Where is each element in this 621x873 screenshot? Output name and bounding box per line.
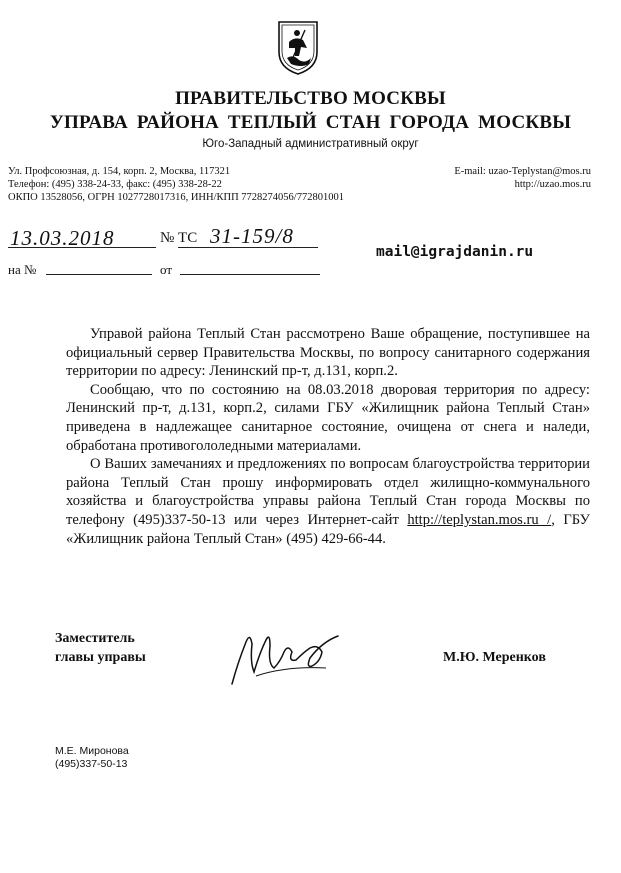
reference-number-label: на № <box>8 262 37 277</box>
letter-body <box>66 325 590 548</box>
document-number: 31-159/8 <box>210 224 294 248</box>
paragraph-3-tail: , ГБУ «Жилищник района Теплый Стан» (495) 429-66-44. <box>66 511 590 547</box>
paragraph-3 <box>66 455 590 548</box>
executor-info <box>55 745 129 771</box>
reference-date-line <box>180 274 320 275</box>
date-underline <box>8 247 156 248</box>
paragraph-2: Сообщаю, что по состоянию на 08.03.2018 дворовая территория по адресу: Ленинский пр-т, д.131, корп.2, силами ГБУ «Жилищник района Теплый Стан» приведена в надлежащее санитарное состояние, очищена от снега и наледи, обработана противогололедными материалами. <box>66 381 590 454</box>
registration-codes: ОКПО 13528056, ОГРН 1027728017316, ИНН/КПП 7728274056/772801001 <box>8 192 344 203</box>
address-text: Ул. Профсоюзная, д. 154, корп. 2, Москва, 117321 <box>8 166 231 177</box>
recipient-email: mail@igrajdanin.ru <box>376 244 534 260</box>
reference-date-label: от <box>160 262 173 277</box>
department-title: УПРАВА РАЙОНА ТЕПЛЫЙ СТАН ГОРОДА МОСКВЫ <box>49 112 572 133</box>
teplystan-site-link[interactable]: http://teplystan.mos.ru / <box>407 511 552 528</box>
district-subtitle: Юго-Западный административный округ <box>202 138 419 150</box>
reference-number-line <box>46 274 152 275</box>
signer-position-line2: главы управы <box>55 650 146 665</box>
paragraph-1: Управой района Теплый Стан рассмотрено Ваше обращение, поступившее на официальный сервер Правительства Москвы, по вопросу санитарного содержания территории по адресу: Ленинский пр-т, д.131, корп.2. <box>66 326 590 380</box>
document-date: 13.03.2018 <box>10 226 115 250</box>
number-underline <box>178 247 318 248</box>
moscow-coat-of-arms-icon <box>275 18 321 76</box>
executor-phone: (495)337-50-13 <box>55 758 128 770</box>
contact-website: http://uzao.mos.ru <box>514 179 591 190</box>
handwritten-signature-icon <box>226 622 346 692</box>
organization-title: ПРАВИТЕЛЬСТВО МОСКВЫ <box>175 88 446 109</box>
document-number-label: № ТС <box>160 230 198 246</box>
signer-position <box>55 629 146 667</box>
signer-name: М.Ю. Меренков <box>443 650 546 665</box>
phone-fax-text: Телефон: (495) 338-24-33, факс: (495) 338-28-22 <box>8 179 222 190</box>
paragraph-3-text: О Ваших замечаниях и предложениях по вопросам благоустройства территории района Теплый Стан прошу информировать отдел жилищно-коммунального хозяйства и благоустройства управы района Теплый Стан города Москвы по телефону (495)337-50-13 или через Интернет-сайт <box>66 456 590 528</box>
signer-position-line1: Заместитель <box>55 631 135 646</box>
executor-name: М.Е. Миронова <box>55 745 129 757</box>
contact-email: E-mail: uzao-Teplystan@mos.ru <box>454 166 591 177</box>
